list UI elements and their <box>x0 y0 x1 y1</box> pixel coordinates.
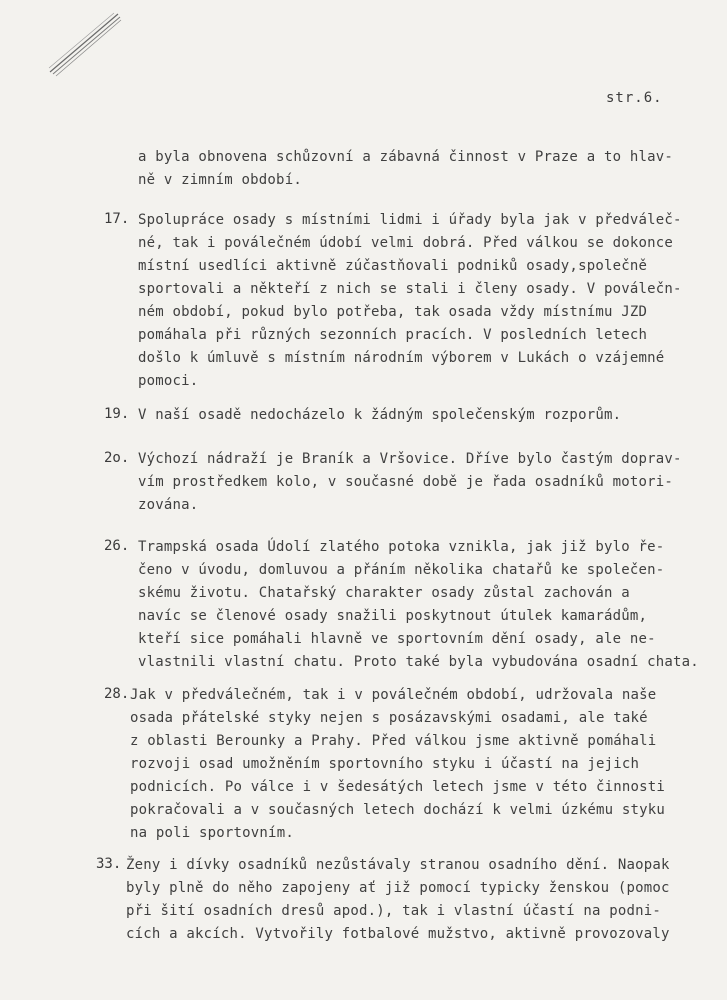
text-line: místní usedlíci aktivně zúčastňovali podniků osady,společně <box>138 258 648 274</box>
text-line: sportovali a někteří z nich se stali i členy osady. V poválečn- <box>138 281 682 297</box>
text-line: a byla obnovena schůzovní a zábavná činnost v Praze a to hlav- <box>138 149 673 165</box>
page-number: str.6. <box>606 90 663 106</box>
paragraph-number: 2o. <box>104 450 130 466</box>
text-line: rozvoji osad umožněním sportovního styku i účastí na jejich <box>130 756 640 772</box>
text-line: cích a akcích. Vytvořily fotbalové mužstvo, aktivně provozovaly <box>126 926 670 942</box>
paragraph-number: 28. <box>104 686 130 702</box>
text-line: skému životu. Chatařský charakter osady zůstal zachován a <box>138 585 630 601</box>
text-line: ném období, pokud bylo potřeba, tak osada vždy místnímu JZD <box>138 304 648 320</box>
text-line: Jak v předválečném, tak i v poválečném období, udržovala naše <box>130 687 657 703</box>
text-line: ně v zimním období. <box>138 172 302 188</box>
text-line: Trampská osada Údolí zlatého potoka vznikla, jak již bylo ře- <box>138 539 665 555</box>
text-line: vím prostředkem kolo, v současné době je řada osadníků motori- <box>138 474 673 490</box>
text-line: vlastnili vlastní chatu. Proto také byla vybudována osadní chata. <box>138 654 699 670</box>
text-line: na poli sportovním. <box>130 825 294 841</box>
text-line: zována. <box>138 497 199 513</box>
text-line: pomáhala při různých sezonních pracích. V posledních letech <box>138 327 648 343</box>
text-line: došlo k úmluvě s místním národním výborem v Lukách o vzájemné <box>138 350 665 366</box>
text-line: osada přátelské styky nejen s posázavskými osadami, ale také <box>130 710 648 726</box>
text-line: né, tak i poválečném údobí velmi dobrá. Před válkou se dokonce <box>138 235 673 251</box>
pen-scratch-mark <box>44 10 124 80</box>
text-line: byly plně do něho zapojeny ať již pomocí typicky ženskou (pomoc <box>126 880 670 896</box>
text-line: při šití osadních dresů apod.), tak i vlastní účastí na podni- <box>126 903 661 919</box>
text-line: kteří sice pomáhali hlavně ve sportovním dění osady, ale ne- <box>138 631 656 647</box>
text-line: navíc se členové osady snažili poskytnout útulek kamarádům, <box>138 608 648 624</box>
text-line: Výchozí nádraží je Braník a Vršovice. Dříve bylo častým doprav- <box>138 451 682 467</box>
text-line: podnicích. Po válce i v šedesátých letech jsme v této činnosti <box>130 779 665 795</box>
text-line: čeno v úvodu, domluvou a přáním několika chatařů ke společen- <box>138 562 665 578</box>
paragraph-number: 17. <box>104 211 130 227</box>
text-line: pomoci. <box>138 373 199 389</box>
text-line: Spolupráce osady s místními lidmi i úřady byla jak v předváleč- <box>138 212 682 228</box>
text-line: z oblasti Berounky a Prahy. Před válkou jsme aktivně pomáhali <box>130 733 657 749</box>
paragraph-number: 26. <box>104 538 130 554</box>
text-line: V naší osadě nedocházelo k žádným společenským rozporům. <box>138 407 622 423</box>
text-line: pokračovali a v současných letech dochází k velmi úzkému styku <box>130 802 665 818</box>
paragraph-number: 33. <box>96 856 122 872</box>
paragraph-number: 19. <box>104 406 130 422</box>
text-line: Ženy i dívky osadníků nezůstávaly stranou osadního dění. Naopak <box>126 857 670 873</box>
